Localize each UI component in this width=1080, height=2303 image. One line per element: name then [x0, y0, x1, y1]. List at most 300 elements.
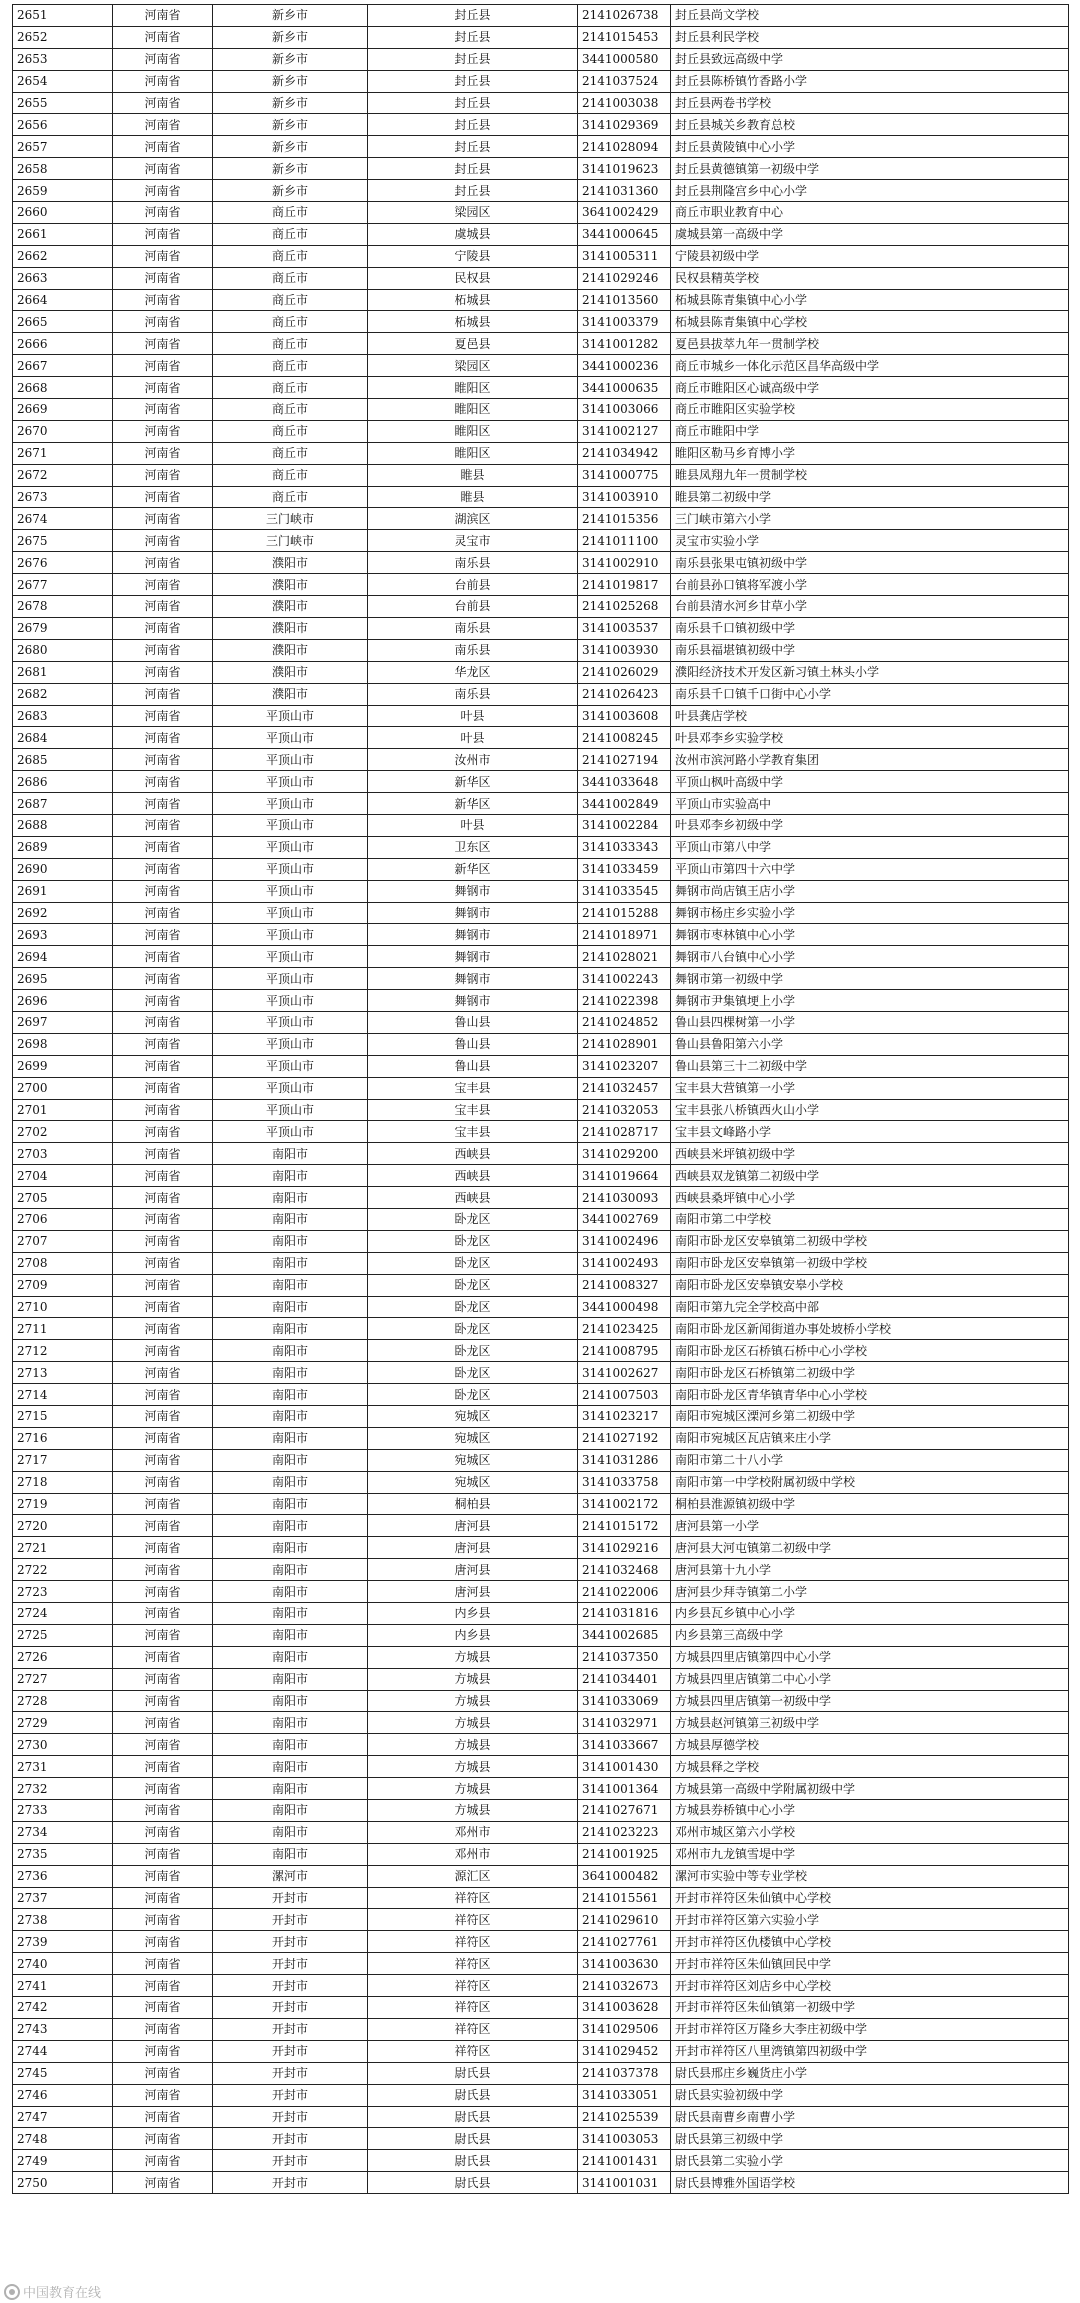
school-name-cell: 舞钢市第一初级中学 [671, 968, 1069, 990]
table-row [13, 814, 1069, 836]
school-code-cell: 3441002849 [578, 793, 671, 815]
province-cell: 河南省 [113, 136, 213, 158]
province-cell: 河南省 [113, 1537, 213, 1559]
city-cell: 平顶山市 [213, 1011, 368, 1033]
school-code-cell: 3141002284 [578, 814, 671, 836]
county-cell: 尉氏县 [368, 2150, 578, 2172]
row-number-cell: 2671 [13, 442, 113, 464]
city-cell: 南阳市 [213, 1712, 368, 1734]
city-cell: 平顶山市 [213, 990, 368, 1012]
school-name-cell: 尉氏县南曹乡南曹小学 [671, 2106, 1069, 2128]
city-cell: 开封市 [213, 2128, 368, 2150]
row-number-cell: 2674 [13, 508, 113, 530]
row-number-cell: 2718 [13, 1471, 113, 1493]
city-cell: 平顶山市 [213, 836, 368, 858]
table-row [13, 552, 1069, 574]
province-cell: 河南省 [113, 1953, 213, 1975]
school-code-cell: 2141001431 [578, 2150, 671, 2172]
city-cell: 三门峡市 [213, 530, 368, 552]
school-code-cell: 3441002769 [578, 1208, 671, 1230]
county-cell: 祥符区 [368, 2018, 578, 2040]
province-cell: 河南省 [113, 442, 213, 464]
school-name-cell: 鲁山县四棵树第一小学 [671, 1011, 1069, 1033]
watermark-logo-icon [4, 2284, 20, 2300]
school-code-cell: 2141037350 [578, 1646, 671, 1668]
county-cell: 宁陵县 [368, 245, 578, 267]
school-name-cell: 唐河县大河屯镇第二初级中学 [671, 1537, 1069, 1559]
school-name-cell: 封丘县致远高级中学 [671, 48, 1069, 70]
province-cell: 河南省 [113, 1099, 213, 1121]
row-number-cell: 2729 [13, 1712, 113, 1734]
school-name-cell: 舞钢市尚店镇王店小学 [671, 880, 1069, 902]
row-number-cell: 2672 [13, 464, 113, 486]
row-number-cell: 2725 [13, 1624, 113, 1646]
school-code-cell: 3441033648 [578, 771, 671, 793]
province-cell: 河南省 [113, 70, 213, 92]
city-cell: 平顶山市 [213, 968, 368, 990]
table-row [13, 1909, 1069, 1931]
table-row [13, 990, 1069, 1012]
table-row [13, 1406, 1069, 1428]
row-number-cell: 2673 [13, 486, 113, 508]
city-cell: 商丘市 [213, 420, 368, 442]
county-cell: 封丘县 [368, 26, 578, 48]
row-number-cell: 2724 [13, 1603, 113, 1625]
city-cell: 新乡市 [213, 48, 368, 70]
school-code-cell: 2141027192 [578, 1427, 671, 1449]
school-name-cell: 开封市祥符区朱仙镇中心学校 [671, 1887, 1069, 1909]
table-row [13, 683, 1069, 705]
table-row [13, 771, 1069, 793]
province-cell: 河南省 [113, 814, 213, 836]
row-number-cell: 2711 [13, 1318, 113, 1340]
province-cell: 河南省 [113, 1011, 213, 1033]
school-code-cell: 3141032971 [578, 1712, 671, 1734]
province-cell: 河南省 [113, 333, 213, 355]
school-name-cell: 邓州市九龙镇雪堤中学 [671, 1843, 1069, 1865]
school-code-cell: 3141033459 [578, 858, 671, 880]
school-code-cell: 3441000498 [578, 1296, 671, 1318]
province-cell: 河南省 [113, 355, 213, 377]
table-row [13, 2084, 1069, 2106]
province-cell: 河南省 [113, 1493, 213, 1515]
county-cell: 邓州市 [368, 1821, 578, 1843]
county-cell: 尉氏县 [368, 2106, 578, 2128]
row-number-cell: 2695 [13, 968, 113, 990]
city-cell: 开封市 [213, 1931, 368, 1953]
province-cell: 河南省 [113, 749, 213, 771]
row-number-cell: 2658 [13, 158, 113, 180]
school-name-cell: 开封市祥符区第六实验小学 [671, 1909, 1069, 1931]
school-name-cell: 商丘市城乡一体化示范区昌华高级中学 [671, 355, 1069, 377]
city-cell: 南阳市 [213, 1581, 368, 1603]
table-row [13, 1340, 1069, 1362]
county-cell: 民权县 [368, 267, 578, 289]
county-cell: 宝丰县 [368, 1077, 578, 1099]
table-row [13, 1953, 1069, 1975]
row-number-cell: 2707 [13, 1230, 113, 1252]
province-cell: 河南省 [113, 705, 213, 727]
school-name-cell: 虞城县第一高级中学 [671, 223, 1069, 245]
province-cell: 河南省 [113, 1165, 213, 1187]
county-cell: 南乐县 [368, 683, 578, 705]
school-code-cell: 2141037378 [578, 2062, 671, 2084]
school-name-cell: 封丘县荆隆宫乡中心小学 [671, 180, 1069, 202]
row-number-cell: 2742 [13, 1997, 113, 2019]
province-cell: 河南省 [113, 1975, 213, 1997]
school-name-cell: 叶县龚店学校 [671, 705, 1069, 727]
school-name-cell: 平顶山枫叶高级中学 [671, 771, 1069, 793]
row-number-cell: 2680 [13, 639, 113, 661]
table-row [13, 1362, 1069, 1384]
school-code-cell: 2141029246 [578, 267, 671, 289]
school-code-cell: 3141033545 [578, 880, 671, 902]
row-number-cell: 2732 [13, 1778, 113, 1800]
table-row [13, 1865, 1069, 1887]
province-cell: 河南省 [113, 1931, 213, 1953]
table-row [13, 1055, 1069, 1077]
school-name-cell: 方城县券桥镇中心小学 [671, 1800, 1069, 1822]
school-code-cell: 3141003910 [578, 486, 671, 508]
school-name-cell: 封丘县尚文学校 [671, 5, 1069, 27]
county-cell: 卧龙区 [368, 1252, 578, 1274]
table-row [13, 1624, 1069, 1646]
school-code-cell: 3141003537 [578, 617, 671, 639]
county-cell: 舞钢市 [368, 990, 578, 1012]
province-cell: 河南省 [113, 2084, 213, 2106]
county-cell: 封丘县 [368, 136, 578, 158]
county-cell: 尉氏县 [368, 2062, 578, 2084]
school-code-cell: 3141029452 [578, 2040, 671, 2062]
province-cell: 河南省 [113, 1427, 213, 1449]
school-code-cell: 3141002172 [578, 1493, 671, 1515]
row-number-cell: 2699 [13, 1055, 113, 1077]
city-cell: 南阳市 [213, 1559, 368, 1581]
province-cell: 河南省 [113, 1121, 213, 1143]
row-number-cell: 2665 [13, 311, 113, 333]
table-row [13, 2172, 1069, 2194]
province-cell: 河南省 [113, 1581, 213, 1603]
school-name-cell: 平顶山市实验高中 [671, 793, 1069, 815]
school-name-cell: 方城县第一高级中学附属初级中学 [671, 1778, 1069, 1800]
county-cell: 封丘县 [368, 114, 578, 136]
county-cell: 祥符区 [368, 1975, 578, 1997]
row-number-cell: 2730 [13, 1734, 113, 1756]
school-name-cell: 南阳市卧龙区安皋镇第二初级中学校 [671, 1230, 1069, 1252]
city-cell: 新乡市 [213, 136, 368, 158]
county-cell: 新华区 [368, 771, 578, 793]
school-name-cell: 民权县精英学校 [671, 267, 1069, 289]
school-name-cell: 方城县厚德学校 [671, 1734, 1069, 1756]
county-cell: 尉氏县 [368, 2172, 578, 2194]
city-cell: 商丘市 [213, 355, 368, 377]
province-cell: 河南省 [113, 902, 213, 924]
county-cell: 方城县 [368, 1800, 578, 1822]
row-number-cell: 2690 [13, 858, 113, 880]
city-cell: 南阳市 [213, 1603, 368, 1625]
county-cell: 睢阳区 [368, 420, 578, 442]
province-cell: 河南省 [113, 1624, 213, 1646]
city-cell: 开封市 [213, 2150, 368, 2172]
school-code-cell: 3141033667 [578, 1734, 671, 1756]
province-cell: 河南省 [113, 1143, 213, 1165]
school-code-cell: 2141025268 [578, 596, 671, 618]
county-cell: 柘城县 [368, 289, 578, 311]
table-row [13, 1230, 1069, 1252]
province-cell: 河南省 [113, 399, 213, 421]
row-number-cell: 2660 [13, 202, 113, 224]
table-row [13, 70, 1069, 92]
city-cell: 南阳市 [213, 1362, 368, 1384]
province-cell: 河南省 [113, 180, 213, 202]
table-body [13, 5, 1069, 2194]
county-cell: 祥符区 [368, 1887, 578, 1909]
school-name-cell: 舞钢市八台镇中心小学 [671, 946, 1069, 968]
county-cell: 南乐县 [368, 617, 578, 639]
school-code-cell: 2141022398 [578, 990, 671, 1012]
school-name-cell: 汝州市滨河路小学教育集团 [671, 749, 1069, 771]
school-name-cell: 封丘县黄陵镇中心小学 [671, 136, 1069, 158]
row-number-cell: 2679 [13, 617, 113, 639]
row-number-cell: 2743 [13, 2018, 113, 2040]
school-name-cell: 唐河县第十九小学 [671, 1559, 1069, 1581]
county-cell: 鲁山县 [368, 1033, 578, 1055]
county-cell: 夏邑县 [368, 333, 578, 355]
school-code-cell: 2141034401 [578, 1668, 671, 1690]
school-code-cell: 3441000236 [578, 355, 671, 377]
school-name-cell: 南阳市卧龙区青华镇青华中心小学校 [671, 1384, 1069, 1406]
table-row [13, 245, 1069, 267]
school-code-cell: 2141018971 [578, 924, 671, 946]
county-cell: 祥符区 [368, 1909, 578, 1931]
watermark [4, 2282, 101, 2301]
school-name-cell: 开封市祥符区八里湾镇第四初级中学 [671, 2040, 1069, 2062]
city-cell: 开封市 [213, 2018, 368, 2040]
watermark-text: 中国教育在线 [23, 2286, 102, 2301]
row-number-cell: 2721 [13, 1537, 113, 1559]
city-cell: 南阳市 [213, 1493, 368, 1515]
table-row [13, 727, 1069, 749]
row-number-cell: 2704 [13, 1165, 113, 1187]
county-cell: 西峡县 [368, 1187, 578, 1209]
table-row [13, 2150, 1069, 2172]
city-cell: 商丘市 [213, 202, 368, 224]
school-code-cell: 2141015288 [578, 902, 671, 924]
row-number-cell: 2691 [13, 880, 113, 902]
school-name-cell: 南阳市第二十八小学 [671, 1449, 1069, 1471]
row-number-cell: 2652 [13, 26, 113, 48]
county-cell: 卧龙区 [368, 1318, 578, 1340]
table-row [13, 1756, 1069, 1778]
province-cell: 河南省 [113, 2040, 213, 2062]
table-row [13, 661, 1069, 683]
county-cell: 唐河县 [368, 1537, 578, 1559]
province-cell: 河南省 [113, 486, 213, 508]
row-number-cell: 2737 [13, 1887, 113, 1909]
row-number-cell: 2654 [13, 70, 113, 92]
school-code-cell: 3141003379 [578, 311, 671, 333]
school-name-cell: 尉氏县第二实验小学 [671, 2150, 1069, 2172]
province-cell: 河南省 [113, 92, 213, 114]
school-code-cell: 3441000645 [578, 223, 671, 245]
school-code-cell: 3141019664 [578, 1165, 671, 1187]
school-name-cell: 邓州市城区第六小学校 [671, 1821, 1069, 1843]
school-name-cell: 濮阳经济技术开发区新习镇土林头小学 [671, 661, 1069, 683]
table-row [13, 1296, 1069, 1318]
province-cell: 河南省 [113, 202, 213, 224]
county-cell: 卫东区 [368, 836, 578, 858]
table-row [13, 596, 1069, 618]
city-cell: 平顶山市 [213, 1077, 368, 1099]
row-number-cell: 2731 [13, 1756, 113, 1778]
table-row [13, 355, 1069, 377]
row-number-cell: 2710 [13, 1296, 113, 1318]
row-number-cell: 2663 [13, 267, 113, 289]
school-name-cell: 唐河县第一小学 [671, 1515, 1069, 1537]
city-cell: 南阳市 [213, 1165, 368, 1187]
school-code-cell: 3141000775 [578, 464, 671, 486]
city-cell: 南阳市 [213, 1318, 368, 1340]
row-number-cell: 2745 [13, 2062, 113, 2084]
row-number-cell: 2706 [13, 1208, 113, 1230]
row-number-cell: 2686 [13, 771, 113, 793]
province-cell: 河南省 [113, 1865, 213, 1887]
school-code-cell: 2141015356 [578, 508, 671, 530]
row-number-cell: 2688 [13, 814, 113, 836]
table-row [13, 1887, 1069, 1909]
school-name-cell: 封丘县黄德镇第一初级中学 [671, 158, 1069, 180]
school-name-cell: 睢阳区勒马乡育博小学 [671, 442, 1069, 464]
row-number-cell: 2653 [13, 48, 113, 70]
city-cell: 南阳市 [213, 1756, 368, 1778]
school-name-cell: 睢县凤翔九年一贯制学校 [671, 464, 1069, 486]
table-row [13, 1559, 1069, 1581]
table-row [13, 858, 1069, 880]
city-cell: 商丘市 [213, 464, 368, 486]
row-number-cell: 2664 [13, 289, 113, 311]
school-code-cell: 2141023223 [578, 1821, 671, 1843]
row-number-cell: 2668 [13, 377, 113, 399]
city-cell: 濮阳市 [213, 683, 368, 705]
county-cell: 内乡县 [368, 1603, 578, 1625]
school-code-cell: 2141032457 [578, 1077, 671, 1099]
table-row [13, 289, 1069, 311]
school-code-cell: 3141023217 [578, 1406, 671, 1428]
row-number-cell: 2689 [13, 836, 113, 858]
school-code-cell: 3141023207 [578, 1055, 671, 1077]
table-row [13, 1931, 1069, 1953]
province-cell: 河南省 [113, 1384, 213, 1406]
school-name-cell: 商丘市睢阳中学 [671, 420, 1069, 442]
school-code-cell: 2141029610 [578, 1909, 671, 1931]
row-number-cell: 2666 [13, 333, 113, 355]
county-cell: 方城县 [368, 1646, 578, 1668]
row-number-cell: 2712 [13, 1340, 113, 1362]
province-cell: 河南省 [113, 1033, 213, 1055]
table-row [13, 377, 1069, 399]
row-number-cell: 2727 [13, 1668, 113, 1690]
school-name-cell: 商丘市睢阳区实验学校 [671, 399, 1069, 421]
table-row [13, 1471, 1069, 1493]
school-name-cell: 南乐县千口镇千口街中心小学 [671, 683, 1069, 705]
city-cell: 新乡市 [213, 70, 368, 92]
province-cell: 河南省 [113, 48, 213, 70]
province-cell: 河南省 [113, 1909, 213, 1931]
county-cell: 唐河县 [368, 1515, 578, 1537]
table-row [13, 48, 1069, 70]
province-cell: 河南省 [113, 880, 213, 902]
province-cell: 河南省 [113, 1406, 213, 1428]
school-code-cell: 2141028094 [578, 136, 671, 158]
province-cell: 河南省 [113, 1230, 213, 1252]
table-row [13, 1187, 1069, 1209]
row-number-cell: 2720 [13, 1515, 113, 1537]
school-code-cell: 3141005311 [578, 245, 671, 267]
province-cell: 河南省 [113, 1187, 213, 1209]
table-row [13, 1274, 1069, 1296]
province-cell: 河南省 [113, 2128, 213, 2150]
row-number-cell: 2722 [13, 1559, 113, 1581]
table-row [13, 1734, 1069, 1756]
row-number-cell: 2687 [13, 793, 113, 815]
city-cell: 新乡市 [213, 92, 368, 114]
city-cell: 开封市 [213, 1953, 368, 1975]
province-cell: 河南省 [113, 464, 213, 486]
city-cell: 平顶山市 [213, 705, 368, 727]
province-cell: 河南省 [113, 1077, 213, 1099]
province-cell: 河南省 [113, 858, 213, 880]
city-cell: 平顶山市 [213, 924, 368, 946]
province-cell: 河南省 [113, 267, 213, 289]
school-name-cell: 尉氏县邢庄乡巍货庄小学 [671, 2062, 1069, 2084]
table-row [13, 5, 1069, 27]
city-cell: 开封市 [213, 2106, 368, 2128]
province-cell: 河南省 [113, 946, 213, 968]
table-row [13, 880, 1069, 902]
city-cell: 开封市 [213, 1975, 368, 1997]
province-cell: 河南省 [113, 596, 213, 618]
row-number-cell: 2735 [13, 1843, 113, 1865]
province-cell: 河南省 [113, 1471, 213, 1493]
school-name-cell: 夏邑县拔萃九年一贯制学校 [671, 333, 1069, 355]
school-name-cell: 睢县第二初级中学 [671, 486, 1069, 508]
row-number-cell: 2750 [13, 2172, 113, 2194]
province-cell: 河南省 [113, 1778, 213, 1800]
table-row [13, 333, 1069, 355]
county-cell: 柘城县 [368, 311, 578, 333]
table-row [13, 158, 1069, 180]
province-cell: 河南省 [113, 1296, 213, 1318]
city-cell: 南阳市 [213, 1800, 368, 1822]
county-cell: 卧龙区 [368, 1274, 578, 1296]
province-cell: 河南省 [113, 1756, 213, 1778]
school-code-cell: 2141023425 [578, 1318, 671, 1340]
county-cell: 宛城区 [368, 1427, 578, 1449]
county-cell: 灵宝市 [368, 530, 578, 552]
county-cell: 睢阳区 [368, 399, 578, 421]
table-row [13, 1033, 1069, 1055]
school-code-cell: 3141003630 [578, 1953, 671, 1975]
table-row [13, 311, 1069, 333]
row-number-cell: 2705 [13, 1187, 113, 1209]
school-code-cell: 3441000635 [578, 377, 671, 399]
school-code-cell: 2141013560 [578, 289, 671, 311]
county-cell: 舞钢市 [368, 924, 578, 946]
county-cell: 舞钢市 [368, 968, 578, 990]
row-number-cell: 2717 [13, 1449, 113, 1471]
province-cell: 河南省 [113, 1340, 213, 1362]
school-name-cell: 方城县四里店镇第一初级中学 [671, 1690, 1069, 1712]
